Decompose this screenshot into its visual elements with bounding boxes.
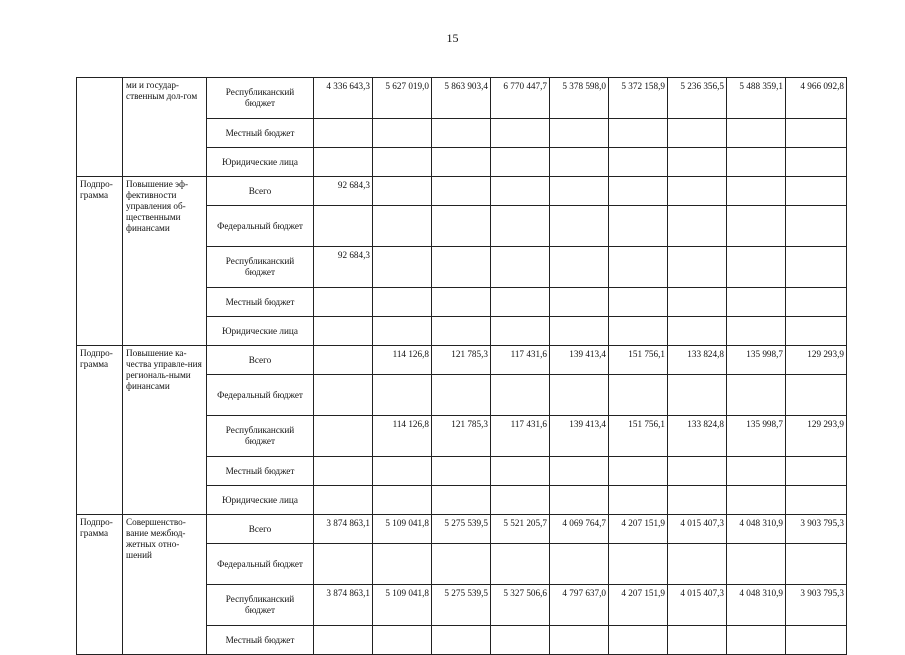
- value-cell: 4 207 151,9: [609, 515, 668, 544]
- value-cell: [786, 544, 847, 585]
- value-cell: [609, 177, 668, 206]
- value-cell: [373, 544, 432, 585]
- value-cell: [491, 317, 550, 346]
- value-cell: [550, 148, 609, 177]
- program-name-cell: Повышение эф-фективности управления об-щественными финансами: [123, 177, 207, 346]
- value-cell: [609, 206, 668, 247]
- value-cell: 114 126,8: [373, 346, 432, 375]
- value-cell: [491, 486, 550, 515]
- value-cell: [668, 317, 727, 346]
- value-cell: [432, 148, 491, 177]
- funding-source-cell: Местный бюджет: [207, 119, 314, 148]
- value-cell: [373, 317, 432, 346]
- value-cell: 4 966 092,8: [786, 78, 847, 119]
- value-cell: 5 109 041,8: [373, 515, 432, 544]
- value-cell: [786, 486, 847, 515]
- value-cell: 135 998,7: [727, 346, 786, 375]
- value-cell: 5 521 205,7: [491, 515, 550, 544]
- value-cell: 6 770 447,7: [491, 78, 550, 119]
- value-cell: 139 413,4: [550, 416, 609, 457]
- value-cell: [609, 247, 668, 288]
- value-cell: [727, 148, 786, 177]
- value-cell: [373, 148, 432, 177]
- value-cell: [491, 119, 550, 148]
- value-cell: [314, 119, 373, 148]
- value-cell: [727, 457, 786, 486]
- funding-source-cell: Юридические лица: [207, 317, 314, 346]
- table-row: [77, 177, 847, 206]
- value-cell: [550, 486, 609, 515]
- table-row: [77, 346, 847, 375]
- value-cell: 139 413,4: [550, 346, 609, 375]
- table-row: [77, 515, 847, 544]
- value-cell: [373, 288, 432, 317]
- value-cell: 3 903 795,3: [786, 585, 847, 626]
- value-cell: 3 903 795,3: [786, 515, 847, 544]
- value-cell: 117 431,6: [491, 346, 550, 375]
- value-cell: [432, 457, 491, 486]
- value-cell: 92 684,3: [314, 177, 373, 206]
- funding-source-cell: Республиканский бюджет: [207, 247, 314, 288]
- value-cell: [550, 317, 609, 346]
- value-cell: [432, 626, 491, 655]
- value-cell: [786, 457, 847, 486]
- value-cell: [786, 177, 847, 206]
- value-cell: [668, 119, 727, 148]
- value-cell: 4 336 643,3: [314, 78, 373, 119]
- value-cell: [668, 375, 727, 416]
- value-cell: [786, 626, 847, 655]
- value-cell: 4 048 310,9: [727, 585, 786, 626]
- value-cell: [609, 486, 668, 515]
- value-cell: [432, 317, 491, 346]
- value-cell: [550, 119, 609, 148]
- value-cell: [432, 486, 491, 515]
- value-cell: [609, 626, 668, 655]
- value-cell: [727, 177, 786, 206]
- value-cell: [786, 288, 847, 317]
- table-row: [77, 78, 847, 119]
- value-cell: [373, 486, 432, 515]
- value-cell: [550, 206, 609, 247]
- value-cell: 5 236 356,5: [668, 78, 727, 119]
- funding-source-cell: Всего: [207, 177, 314, 206]
- value-cell: [373, 119, 432, 148]
- value-cell: [491, 457, 550, 486]
- value-cell: [550, 247, 609, 288]
- value-cell: [550, 544, 609, 585]
- value-cell: [668, 206, 727, 247]
- value-cell: [373, 457, 432, 486]
- funding-source-cell: Республиканский бюджет: [207, 416, 314, 457]
- value-cell: 5 488 359,1: [727, 78, 786, 119]
- value-cell: [727, 317, 786, 346]
- value-cell: [314, 416, 373, 457]
- value-cell: 4 048 310,9: [727, 515, 786, 544]
- value-cell: 151 756,1: [609, 346, 668, 375]
- funding-source-cell: Республиканский бюджет: [207, 78, 314, 119]
- value-cell: 121 785,3: [432, 416, 491, 457]
- value-cell: 5 372 158,9: [609, 78, 668, 119]
- value-cell: 117 431,6: [491, 416, 550, 457]
- value-cell: [609, 544, 668, 585]
- value-cell: [432, 288, 491, 317]
- funding-source-cell: Юридические лица: [207, 148, 314, 177]
- value-cell: 121 785,3: [432, 346, 491, 375]
- value-cell: 4 015 407,3: [668, 585, 727, 626]
- value-cell: [668, 148, 727, 177]
- value-cell: 92 684,3: [314, 247, 373, 288]
- value-cell: [668, 288, 727, 317]
- value-cell: [491, 626, 550, 655]
- value-cell: [373, 177, 432, 206]
- value-cell: [550, 626, 609, 655]
- program-name-cell: Повышение ка-чества управле-ния региональ-ными финансами: [123, 346, 207, 515]
- value-cell: 5 275 539,5: [432, 585, 491, 626]
- value-cell: [314, 544, 373, 585]
- value-cell: [550, 375, 609, 416]
- value-cell: [668, 626, 727, 655]
- value-cell: 5 863 903,4: [432, 78, 491, 119]
- value-cell: [786, 247, 847, 288]
- value-cell: [432, 177, 491, 206]
- value-cell: [609, 457, 668, 486]
- value-cell: [727, 544, 786, 585]
- row-type-cell: Подпро-грамма: [77, 346, 123, 515]
- funding-source-cell: Всего: [207, 515, 314, 544]
- value-cell: 5 327 506,6: [491, 585, 550, 626]
- value-cell: [491, 206, 550, 247]
- value-cell: [727, 375, 786, 416]
- value-cell: [491, 375, 550, 416]
- value-cell: [373, 206, 432, 247]
- value-cell: 5 109 041,8: [373, 585, 432, 626]
- value-cell: [491, 177, 550, 206]
- value-cell: [668, 486, 727, 515]
- value-cell: 129 293,9: [786, 416, 847, 457]
- value-cell: [491, 148, 550, 177]
- value-cell: [727, 247, 786, 288]
- value-cell: [727, 626, 786, 655]
- value-cell: [432, 206, 491, 247]
- value-cell: 4 207 151,9: [609, 585, 668, 626]
- funding-source-cell: Федеральный бюджет: [207, 375, 314, 416]
- value-cell: [314, 317, 373, 346]
- row-type-cell: Подпро-грамма: [77, 515, 123, 655]
- value-cell: [609, 317, 668, 346]
- value-cell: [727, 486, 786, 515]
- row-type-cell: Подпро-грамма: [77, 177, 123, 346]
- value-cell: [786, 317, 847, 346]
- table-body: [77, 78, 847, 655]
- value-cell: [314, 148, 373, 177]
- program-name-cell: ми и государ-ственным дол-гом: [123, 78, 207, 177]
- value-cell: [432, 247, 491, 288]
- funding-source-cell: Местный бюджет: [207, 626, 314, 655]
- value-cell: [668, 544, 727, 585]
- value-cell: [609, 119, 668, 148]
- value-cell: [550, 288, 609, 317]
- value-cell: [314, 375, 373, 416]
- funding-source-cell: Местный бюджет: [207, 288, 314, 317]
- value-cell: 4 797 637,0: [550, 585, 609, 626]
- value-cell: [373, 247, 432, 288]
- value-cell: 3 874 863,1: [314, 515, 373, 544]
- page-number: 15: [446, 31, 459, 45]
- value-cell: 3 874 863,1: [314, 585, 373, 626]
- value-cell: 129 293,9: [786, 346, 847, 375]
- budget-table: [76, 77, 847, 655]
- value-cell: [786, 148, 847, 177]
- value-cell: [668, 247, 727, 288]
- value-cell: [432, 544, 491, 585]
- value-cell: [373, 626, 432, 655]
- value-cell: [786, 119, 847, 148]
- value-cell: 133 824,8: [668, 346, 727, 375]
- value-cell: 4 015 407,3: [668, 515, 727, 544]
- value-cell: [314, 346, 373, 375]
- program-name-cell: Совершенство-вание межбюд-жетных отно-шений: [123, 515, 207, 655]
- value-cell: [727, 119, 786, 148]
- value-cell: 5 627 019,0: [373, 78, 432, 119]
- value-cell: 133 824,8: [668, 416, 727, 457]
- value-cell: [609, 288, 668, 317]
- value-cell: [314, 206, 373, 247]
- value-cell: 4 069 764,7: [550, 515, 609, 544]
- value-cell: [432, 375, 491, 416]
- value-cell: [609, 148, 668, 177]
- value-cell: [432, 119, 491, 148]
- funding-source-cell: Федеральный бюджет: [207, 544, 314, 585]
- value-cell: [668, 457, 727, 486]
- value-cell: [314, 457, 373, 486]
- value-cell: [491, 288, 550, 317]
- row-type-cell: [77, 78, 123, 177]
- funding-source-cell: Юридические лица: [207, 486, 314, 515]
- value-cell: [314, 288, 373, 317]
- value-cell: [314, 626, 373, 655]
- value-cell: [786, 206, 847, 247]
- value-cell: [609, 375, 668, 416]
- funding-source-cell: Республиканский бюджет: [207, 585, 314, 626]
- funding-source-cell: Федеральный бюджет: [207, 206, 314, 247]
- value-cell: [786, 375, 847, 416]
- value-cell: [550, 457, 609, 486]
- value-cell: 5 275 539,5: [432, 515, 491, 544]
- value-cell: 114 126,8: [373, 416, 432, 457]
- funding-source-cell: Местный бюджет: [207, 457, 314, 486]
- value-cell: 5 378 598,0: [550, 78, 609, 119]
- funding-source-cell: Всего: [207, 346, 314, 375]
- value-cell: [491, 247, 550, 288]
- value-cell: [727, 206, 786, 247]
- value-cell: [491, 544, 550, 585]
- value-cell: [668, 177, 727, 206]
- value-cell: [373, 375, 432, 416]
- value-cell: 135 998,7: [727, 416, 786, 457]
- value-cell: [727, 288, 786, 317]
- value-cell: [550, 177, 609, 206]
- value-cell: [314, 486, 373, 515]
- value-cell: 151 756,1: [609, 416, 668, 457]
